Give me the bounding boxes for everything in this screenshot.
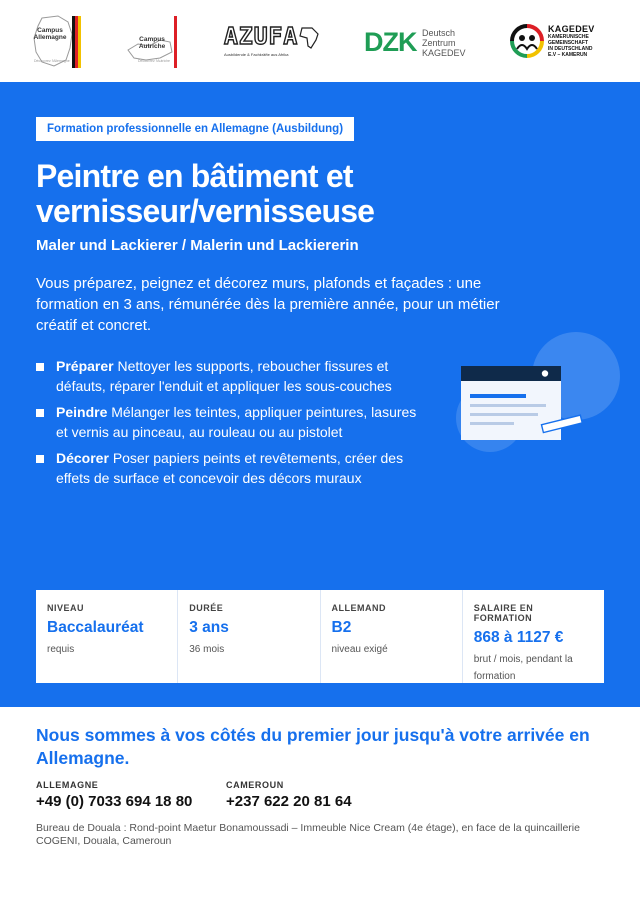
square-bullet-icon (36, 409, 44, 417)
stat-value: 3 ans (189, 619, 229, 636)
stat-note: requis (47, 644, 75, 655)
support-headline: Nous sommes à vos côtés du premier jour jusqu'à votre arrivée en Allemagne. (36, 725, 590, 768)
campus-allemagne-line2: Allemagne (33, 34, 67, 41)
campus-allemagne-tagline: Découvrez l'Allemagne (34, 59, 70, 63)
kagedev-line2: GEMEINSCHAFT (548, 40, 588, 46)
browser-window-illustration-icon (448, 330, 628, 460)
stat-note: brut / mois, pendant la formation (473, 654, 573, 682)
stat-value: B2 (331, 619, 352, 636)
flag-gold-stripe (78, 16, 81, 68)
africa-map-icon (298, 26, 320, 50)
dzk-line3: KAGEDEV (422, 48, 466, 58)
dzk-logo (362, 14, 468, 70)
stat-label: DURÉE (189, 603, 224, 613)
stat-card (463, 590, 604, 683)
hero-section (0, 82, 640, 707)
task-name: Décorer (56, 450, 109, 466)
square-bullet-icon (36, 363, 44, 371)
stat-card (178, 590, 320, 683)
stat-value: 868 à 1127 € (473, 629, 564, 646)
azufa-wordmark: AZUFA (224, 24, 299, 50)
task-item (36, 402, 426, 442)
dzk-mark: DZK (364, 27, 417, 57)
task-name: Préparer (56, 358, 114, 374)
azufa-logo (220, 14, 322, 70)
contact-cameroon (226, 780, 352, 810)
task-name: Peindre (56, 404, 108, 420)
task-text: Mélanger les teintes, appliquer peintures, lasures et vernis au pinceau, au rouleau ou au pistolet (56, 404, 417, 440)
task-text: Nettoyer les supports, reboucher fissures et défauts, réparer l'enduit et appliquer les sous-couches (56, 358, 392, 394)
dzk-line2: Zentrum (422, 38, 456, 48)
job-title-german: Maler und Lackierer / Malerin und Lackiererin (36, 237, 359, 254)
contact-label: ALLEMAGNE (36, 780, 99, 790)
dzk-line1: Deutsch (422, 28, 456, 38)
campus-autriche-line2: Autriche (138, 43, 166, 50)
campus-autriche-logo (126, 14, 182, 70)
community-circle-icon (510, 24, 544, 58)
task-item (36, 356, 426, 396)
square-bullet-icon (36, 455, 44, 463)
kagedev-line1: KAMERUNISCHE (548, 34, 589, 40)
phone-number[interactable]: +237 622 20 81 64 (226, 793, 352, 810)
dzk-text (422, 28, 466, 58)
stat-note: niveau exigé (331, 644, 388, 655)
key-facts-panel (36, 590, 604, 683)
stat-value: Baccalauréat (47, 619, 144, 636)
task-text: Poser papiers peints et revêtements, créer des effets de surface et concevoir des décors muraux (56, 450, 404, 486)
campus-autriche-title (134, 36, 170, 50)
campus-autriche-tagline: Découvrez l'Autriche (138, 59, 170, 63)
kagedev-logo (508, 14, 612, 70)
task-list (36, 356, 426, 494)
task-item (36, 448, 426, 488)
kagedev-name: KAGEDEV (548, 24, 595, 34)
campus-autriche-line1: Campus (139, 36, 165, 43)
campus-allemagne-logo (28, 14, 84, 70)
campus-allemagne-line1: Campus (37, 27, 63, 34)
kagedev-line4: E.V – KAMERUN (548, 52, 588, 58)
partner-logo-bar (0, 0, 640, 82)
intro-paragraph: Vous préparez, peignez et décorez murs, plafonds et façades : une formation en 3 ans, rémunérée dès la première année, pour un métier créatif et concret. (36, 275, 500, 334)
stat-note: 36 mois (189, 644, 225, 655)
stat-card (36, 590, 178, 683)
kagedev-line3: IN DEUTSCHLAND (548, 46, 593, 52)
stat-label: NIVEAU (47, 603, 85, 613)
job-title: Peintre en bâtiment et vernisseur/vernisseuse (36, 158, 375, 229)
program-tag: Formation professionnelle en Allemagne (Ausbildung) (36, 117, 354, 141)
stat-card (321, 590, 463, 683)
kagedev-text (548, 34, 592, 58)
flag-red-stripe (174, 16, 177, 68)
contact-germany (36, 780, 192, 810)
campus-allemagne-title (30, 27, 70, 41)
stat-label: SALAIRE EN FORMATION (473, 603, 534, 623)
office-address: Bureau de Douala : Rond-point Maetur Bonamoussadi – Immeuble Nice Cream (4e étage), en face de la quincaillerie COGENI, Douala, Cameroun (36, 822, 580, 847)
stat-label: ALLEMAND (331, 603, 386, 613)
azufa-tagline: Ausbildende & Fachkräfte aus Afrika (224, 52, 289, 57)
contact-label: CAMEROUN (226, 780, 284, 790)
phone-number[interactable]: +49 (0) 7033 694 18 80 (36, 793, 193, 810)
